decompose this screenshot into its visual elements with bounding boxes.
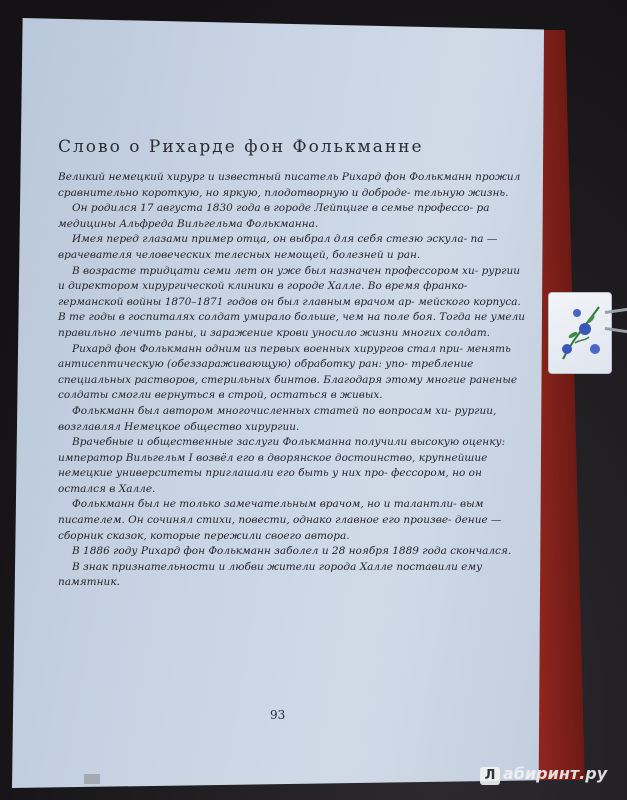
paragraph: Имея перед глазами пример отца, он выбрал для себя стезю эскула- па — врачевателя человеческих телесных немощей, болезней и ран. [58, 233, 498, 261]
article-body [58, 170, 528, 591]
paragraph: В 1886 году Рихард фон Фолькманн заболел и 28 ноября 1889 года скончался. [72, 545, 512, 558]
flower-pattern-icon [555, 299, 605, 365]
publisher-mark [84, 774, 100, 784]
paragraph: В возрасте тридцати семи лет он уже был назначен профессором хи- рургии и директором хирургической клиники в городе Халле. Во время франко-германской войны 1870–1871 годов он был главным врачом ар- мейского корпуса. В те годы в госпиталях солдат умирало больше, чем на поле боя. Тогда не умели правильно лечить раны, и заражение крови уносило жизни многих солдат. [58, 264, 526, 339]
paragraph: Великий немецкий хирург и известный писатель Рихард фон Фолькманн прожил сравнительно короткую, но яркую, плодотворную и доброде- тельную жизнь. [58, 171, 521, 199]
paragraph: В знак признательности и любви жители города Халле поставили ему памятник. [58, 560, 483, 589]
page-title: Слово о Рихарде фон Фолькманне [58, 137, 424, 157]
paragraph: Врачебные и общественные заслуги Фолькманна получили высокую оценку: император Вильгельм I возвёл его в дворянское достоинство, крупнейшие немецкие университеты приглашали его быть у них про- фессором, но он остался в Халле. [58, 436, 506, 495]
binder-clip [548, 292, 612, 374]
paragraph: Фолькманн был автором многочисленных статей по вопросам хи- рургии, возглавлял Немецкое общество хирургии. [58, 404, 497, 433]
watermark [480, 764, 607, 785]
paragraph: Фолькманн был не только замечательным врачом, но и талантли- вым писателем. Он сочинял стихи, повести, однако главное его произве- дение — сборник сказок, которые пережили своего автора. [58, 498, 502, 542]
page-number: 93 [270, 708, 286, 722]
paragraph: Рихард фон Фолькманн одним из первых военных хирургов стал при- менять антисептическую (обеззараживающую) обработку ран: упо- требление специальных растворов, стерильных бинтов. Благодаря этому многие раненые солдаты смогли вернуться в строй, остаться в живых. [58, 342, 518, 402]
watermark-text: абиринт.ру [503, 764, 608, 783]
paragraph: Он родился 17 августа 1830 года в городе Лейпциге в семье профессо- ра медицины Альфреда Вильгельма Фолькманна. [58, 202, 490, 230]
watermark-badge-icon: Л [480, 767, 500, 785]
